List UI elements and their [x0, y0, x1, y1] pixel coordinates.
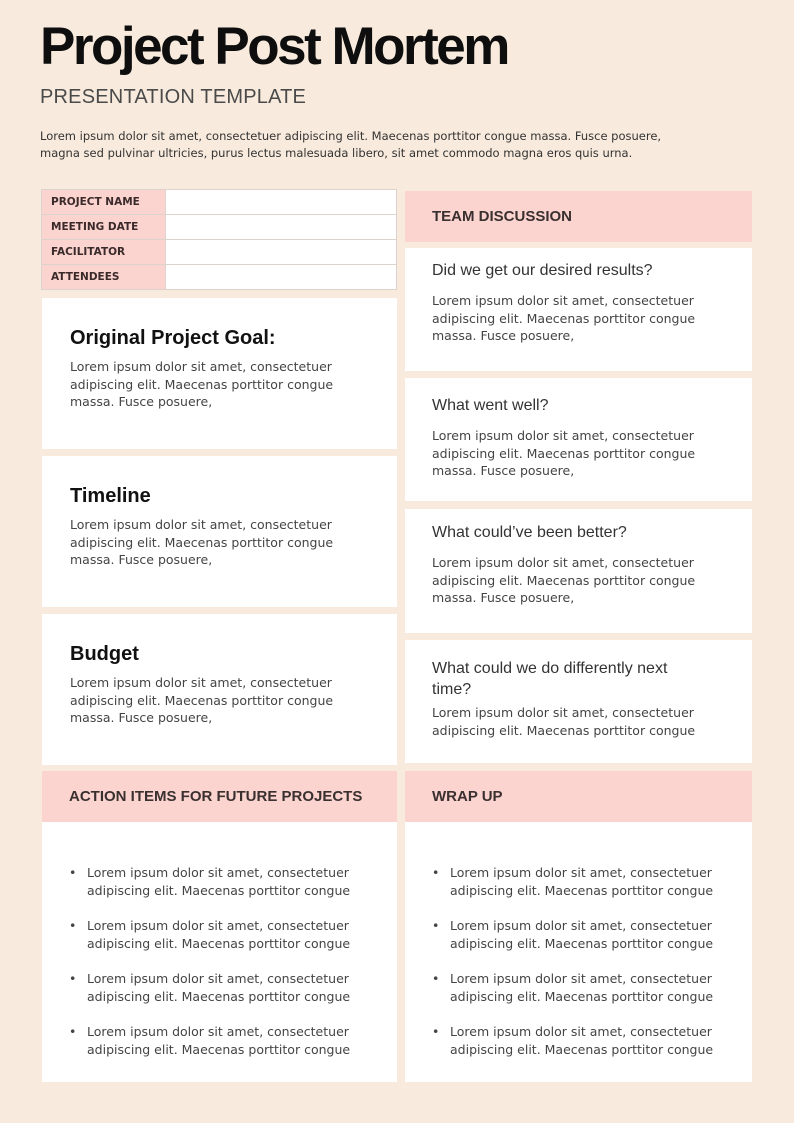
- action-items-list: [42, 822, 397, 1082]
- budget-text: Lorem ipsum dolor sit amet, consectetuer adipiscing elit. Maecenas porttitor congue massa. Fusce posuere,: [70, 675, 334, 725]
- original-goal-card: [42, 298, 397, 449]
- wrap-up-heading: WRAP UP: [405, 771, 752, 822]
- wrap-up-list: [405, 822, 752, 1082]
- table-row: [42, 190, 397, 215]
- meeting-date-label: MEETING DATE: [42, 215, 166, 240]
- attendees-label: ATTENDEES: [42, 265, 166, 290]
- list-item: • Lorem ipsum dolor sit amet, consectetuer adipiscing elit. Maecenas porttitor congue: [69, 917, 377, 952]
- meeting-date-field[interactable]: [166, 215, 397, 240]
- list-item: • Lorem ipsum dolor sit amet, consectetuer adipiscing elit. Maecenas porttitor congue: [432, 864, 732, 899]
- list-item: • Lorem ipsum dolor sit amet, consectetuer adipiscing elit. Maecenas porttitor congue: [432, 1023, 732, 1058]
- list-item: • Lorem ipsum dolor sit amet, consectetuer adipiscing elit. Maecenas porttitor congue: [69, 1023, 377, 1058]
- question-title: What went well?: [432, 397, 549, 414]
- action-items-heading: ACTION ITEMS FOR FUTURE PROJECTS: [42, 771, 397, 822]
- table-row: [42, 265, 397, 290]
- list-item: • Lorem ipsum dolor sit amet, consectetuer adipiscing elit. Maecenas porttitor congue: [432, 970, 732, 1005]
- original-goal-text: Lorem ipsum dolor sit amet, consectetuer adipiscing elit. Maecenas porttitor congue massa. Fusce posuere,: [70, 359, 334, 409]
- question-card: [405, 378, 752, 501]
- project-name-label: PROJECT NAME: [42, 190, 166, 215]
- project-info-table: [41, 189, 397, 290]
- budget-card: [42, 614, 397, 765]
- intro-text: Lorem ipsum dolor sit amet, consectetuer adipiscing elit. Maecenas porttitor congue massa. Fusce posuere, magna sed pulvinar ultricies, purus lectus malesuada libero, sit amet commodo magna eros quis urna.: [40, 129, 662, 160]
- page-title: Project Post Mortem: [40, 17, 508, 76]
- question-title: What could we do differently next time?: [432, 660, 668, 698]
- facilitator-label: FACILITATOR: [42, 240, 166, 265]
- original-goal-title: Original Project Goal:: [70, 327, 276, 349]
- question-text: Lorem ipsum dolor sit amet, consectetuer adipiscing elit. Maecenas porttitor congue massa. Fusce posuere,: [432, 428, 696, 478]
- question-card: [405, 640, 752, 763]
- project-name-field[interactable]: [166, 190, 397, 215]
- question-text: Lorem ipsum dolor sit amet, consectetuer adipiscing elit. Maecenas porttitor congue: [432, 705, 696, 738]
- table-row: [42, 240, 397, 265]
- question-card: [405, 509, 752, 633]
- question-title: What could’ve been better?: [432, 524, 627, 541]
- timeline-title: Timeline: [70, 485, 151, 507]
- table-row: [42, 215, 397, 240]
- budget-title: Budget: [70, 643, 139, 665]
- facilitator-field[interactable]: [166, 240, 397, 265]
- question-text: Lorem ipsum dolor sit amet, consectetuer adipiscing elit. Maecenas porttitor congue massa. Fusce posuere,: [432, 555, 696, 605]
- attendees-field[interactable]: [166, 265, 397, 290]
- timeline-text: Lorem ipsum dolor sit amet, consectetuer adipiscing elit. Maecenas porttitor congue massa. Fusce posuere,: [70, 517, 334, 567]
- question-card: [405, 248, 752, 371]
- list-item: • Lorem ipsum dolor sit amet, consectetuer adipiscing elit. Maecenas porttitor congue: [432, 917, 732, 952]
- question-text: Lorem ipsum dolor sit amet, consectetuer adipiscing elit. Maecenas porttitor congue massa. Fusce posuere,: [432, 293, 696, 343]
- team-discussion-heading: TEAM DISCUSSION: [405, 191, 752, 242]
- list-item: • Lorem ipsum dolor sit amet, consectetuer adipiscing elit. Maecenas porttitor congue: [69, 864, 377, 899]
- question-title: Did we get our desired results?: [432, 262, 653, 279]
- list-item: • Lorem ipsum dolor sit amet, consectetuer adipiscing elit. Maecenas porttitor congue: [69, 970, 377, 1005]
- timeline-card: [42, 456, 397, 607]
- page-subtitle: PRESENTATION TEMPLATE: [40, 86, 307, 108]
